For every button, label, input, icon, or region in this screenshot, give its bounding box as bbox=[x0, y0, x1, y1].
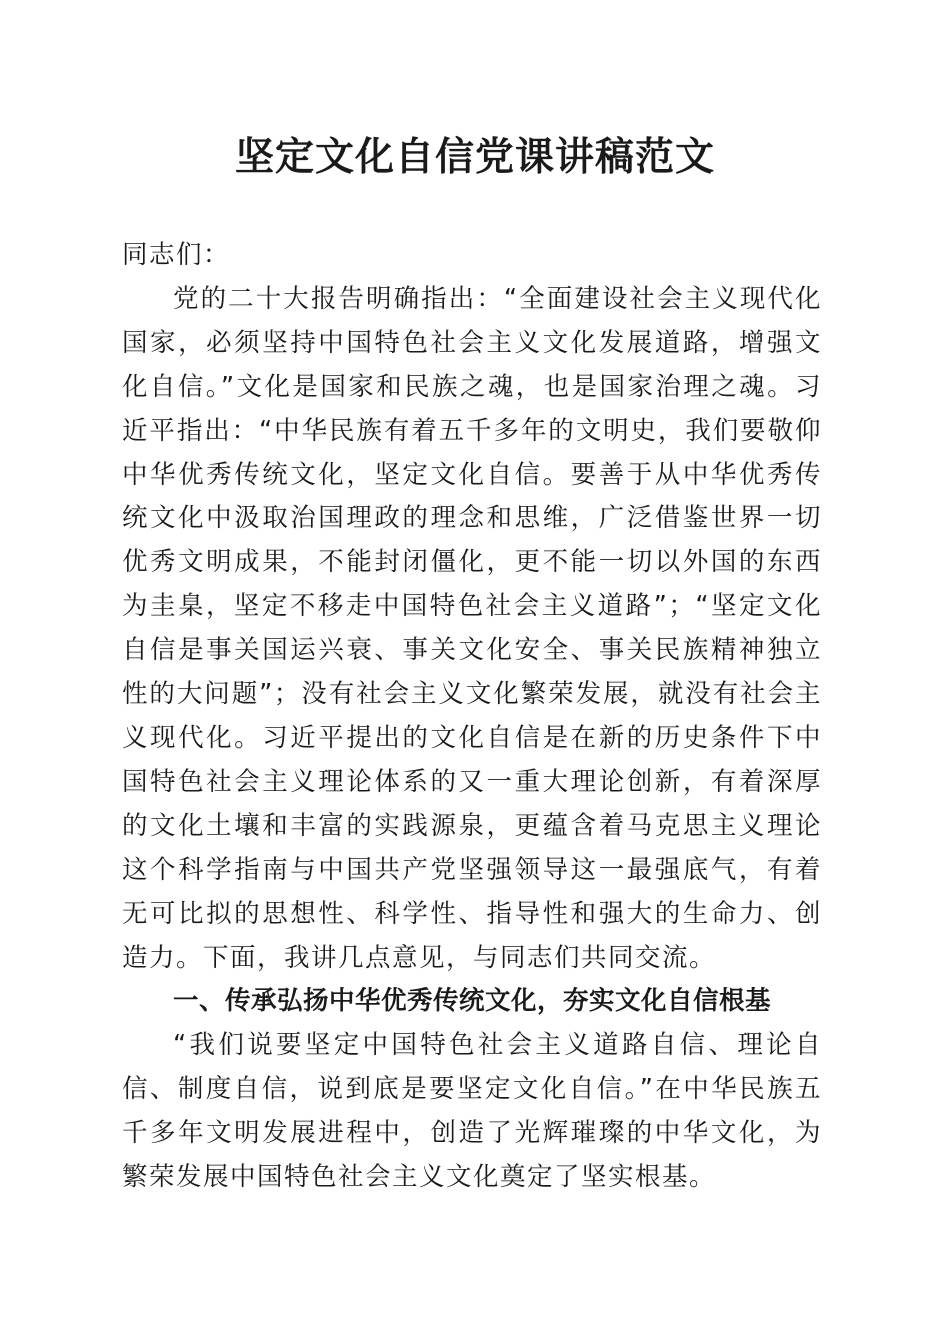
salutation: 同志们： bbox=[122, 240, 231, 270]
document-title: 坚定文化自信党课讲稿范文 bbox=[234, 134, 715, 180]
paragraph-intro: 党的二十大报告明确指出：“全面建设社会主义现代化国家，必须坚持中国特色社会主义文化发展道路，增强文化自信。”文化是国家和民族之魂，也是国家治理之魂。习近平指出：“中华民族有着五千多年的文明史，我们要敬仰中华优秀传统文化，坚定文化自信。要善于从中华优秀传统文化中汲取治国理政的理念和思维，广泛借鉴世界一切优秀文明成果，不能封闭僵化，更不能一切以外国的东西为圭臬，坚定不移走中国特色社会主义道路”；“坚定文化自信是事关国运兴衰、事关文化安全、事关民族精神独立性的大问题”；没有社会主义文化繁荣发展，就没有社会主义现代化。习近平提出的文化自信是在新的历史条件下中国特色社会主义理论体系的又一重大理论创新，有着深厚的文化土壤和丰富的实践源泉，更蕴含着马克思主义理论这个科学指南与中国共产党坚强领导这一最强底气，有着无可比拟的思想性、科学性、指导性和强大的生命力、创造力。下面，我讲几点意见，与同志们共同交流。 bbox=[122, 283, 822, 973]
document-body bbox=[122, 234, 822, 1200]
section-heading-1: 一、传承弘扬中华优秀传统文化，夯实文化自信根基 bbox=[173, 986, 772, 1017]
paragraph-section-1: “我们说要坚定中国特色社会主义道路自信、理论自信、制度自信，说到底是要坚定文化自信。”在中华民族五千多年文明发展进程中，创造了光辉璀璨的中华文化，为繁荣发展中国特色社会主义文化奠定了坚实根基。 bbox=[122, 1030, 822, 1193]
